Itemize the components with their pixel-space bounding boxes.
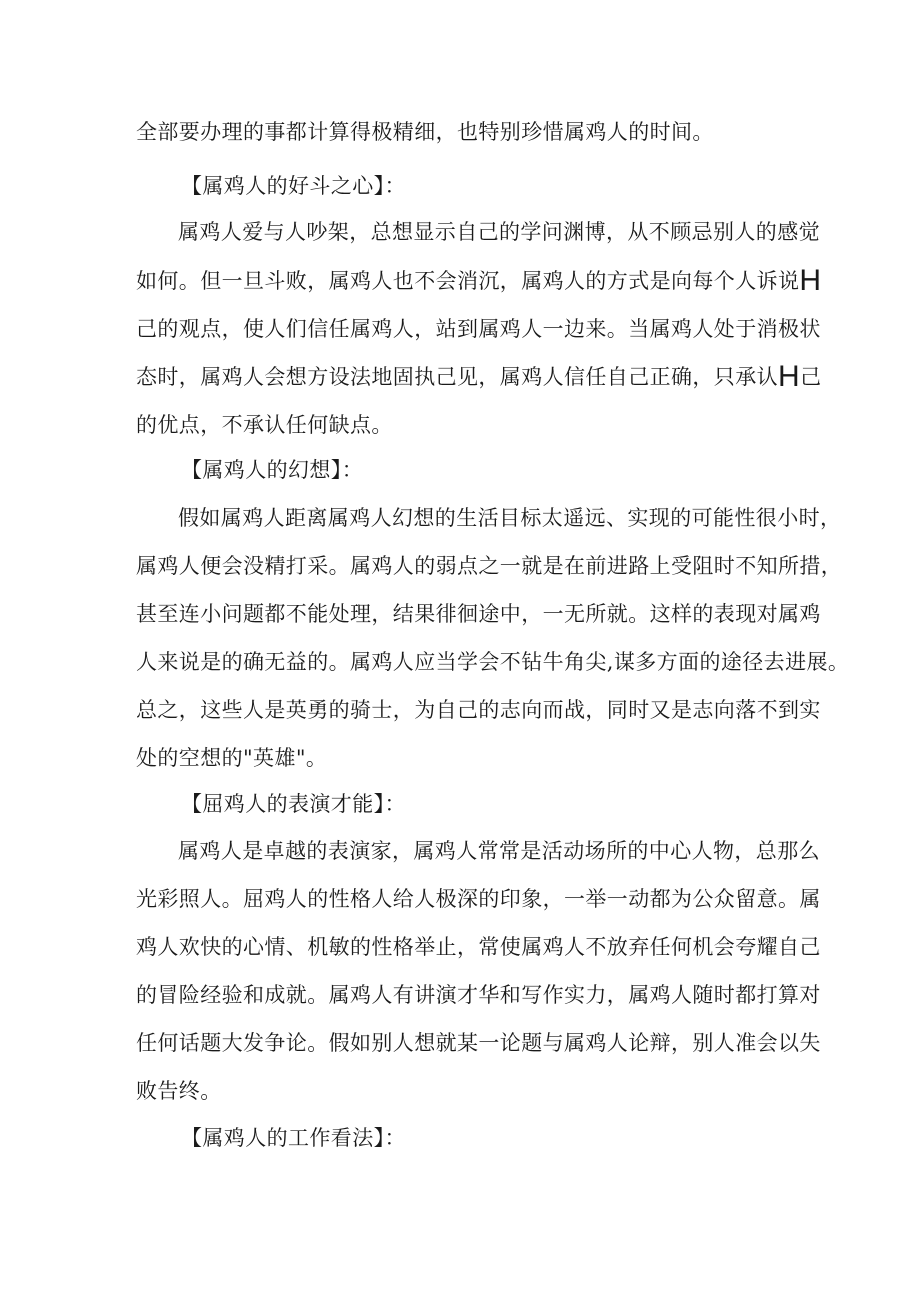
paragraph-line: [136, 551, 920, 581]
paragraph-line: [136, 314, 920, 344]
stray-glyph: H: [799, 264, 822, 297]
paragraph-line: [136, 410, 920, 440]
line-text: 己: [800, 365, 822, 389]
line-text: 总之，这些人是英勇的骑士，为自己的志向而战，同时又是志向落不到实: [136, 698, 821, 722]
paragraph-line: [136, 932, 920, 962]
paragraph-line: [178, 217, 920, 247]
paragraph-line: [136, 980, 920, 1010]
heading-text: 【属鸡人的好斗之心】：: [181, 174, 406, 198]
paragraph-line: [136, 117, 920, 147]
heading-text: 【屈鸡人的表演才能】：: [181, 792, 406, 816]
line-text: 全部要办理的事都计算得极精细，也特别珍惜属鸡人的时间。: [136, 120, 714, 144]
line-text: 的冒险经验和成就。属鸡人有讲演才华和写作实力，属鸡人随时都打算对: [136, 983, 821, 1007]
paragraph-line: [136, 1076, 920, 1106]
paragraph-line: [178, 503, 920, 533]
paragraph-line: [136, 599, 920, 629]
line-text: 的优点，不承认任何缺点。: [136, 413, 393, 437]
paragraph-line: [136, 362, 920, 392]
line-text: 属鸡人爱与人吵架，总想显示自己的学问渊博，从不顾忌别人的感觉: [178, 220, 820, 244]
line-text: 鸡人欢快的心情、机敏的性格举止，常使属鸡人不放弃任何机会夸耀自己: [136, 935, 821, 959]
paragraph-line: [178, 836, 920, 866]
paragraph-line: [136, 884, 920, 914]
line-text: 光彩照人。屈鸡人的性格人给人极深的印象，一举一动都为公众留意。属: [136, 887, 821, 911]
section-heading: [181, 789, 920, 819]
heading-text: 【属鸡人的幻想】：: [181, 458, 364, 482]
line-text: 如何。但一旦斗败，属鸡人也不会消沉，属鸡人的方式是向每个人诉说: [136, 269, 800, 293]
paragraph-line: [136, 743, 920, 773]
section-heading: [181, 455, 920, 485]
paragraph-line: [136, 266, 920, 296]
section-heading: [181, 1123, 920, 1153]
line-text: 任何话题大发争论。假如别人想就某一论题与属鸡人论辩，别人准会以失: [136, 1031, 821, 1055]
line-text: 败告终。: [136, 1079, 222, 1103]
section-heading: [181, 171, 920, 201]
paragraph-line: [136, 695, 920, 725]
paragraph-line: [136, 1028, 920, 1058]
line-text: 己的观点，使人们信任属鸡人，站到属鸡人一边来。当属鸡人处于消极状: [136, 317, 821, 341]
line-text: 属鸡人便会没精打采。属鸡人的弱点之一就是在前进路上受阻时不知所措，: [136, 554, 843, 578]
line-text: 人来说是的确无益的。属鸡人应当学会不钻牛角尖,谋多方面的途径去进展。: [136, 650, 850, 674]
line-text: 态时，属鸡人会想方设法地固执己见，属鸡人信任自己正确，只承认: [136, 365, 778, 389]
stray-glyph: H: [778, 360, 801, 393]
paragraph-line: [136, 647, 920, 677]
heading-text: 【属鸡人的工作看法】：: [181, 1126, 406, 1150]
line-text: 甚至连小问题都不能处理，结果徘徊途中，一无所就。这样的表现对属鸡: [136, 602, 821, 626]
line-text: 假如属鸡人距离属鸡人幻想的生活目标太遥远、实现的可能性很小时，: [178, 506, 842, 530]
line-text: 属鸡人是卓越的表演家，属鸡人常常是活动场所的中心人物，总那么: [178, 839, 820, 863]
line-text: 处的空想的"英雄"。: [136, 746, 328, 770]
